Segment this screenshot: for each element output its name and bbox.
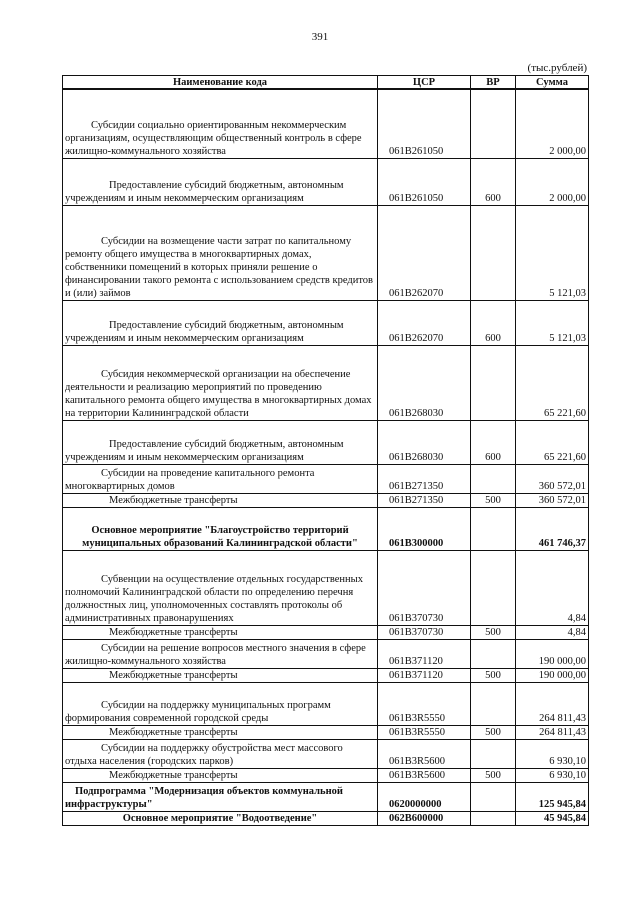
row-vr: 500 [471,493,516,507]
row-csr: 061B271350 [378,464,471,493]
table-row [63,668,589,682]
units-label: (тыс.рублей) [527,62,587,74]
row-sum: 360 572,01 [516,493,589,507]
table-row [63,625,589,639]
row-name: Основное мероприятие "Водоотведение" [63,811,378,825]
row-vr: 600 [471,158,516,205]
row-vr: 500 [471,668,516,682]
row-sum: 461 746,37 [516,507,589,550]
header-sum: Сумма [516,76,589,90]
row-name: Межбюджетные трансферты [63,625,378,639]
row-sum: 360 572,01 [516,464,589,493]
table-row [63,345,589,420]
header-csr: ЦСР [378,76,471,90]
row-sum: 190 000,00 [516,639,589,668]
page-number: 391 [311,31,329,43]
row-vr [471,345,516,420]
row-name: Межбюджетные трансферты [63,768,378,782]
row-sum: 2 000,00 [516,158,589,205]
row-name: Предоставление субсидий бюджетным, автономным учреждениям и иным некоммерческим организациям [63,158,378,205]
row-name: Подпрограмма "Модернизация объектов коммунальной инфраструктуры" [63,782,378,811]
table-row [63,782,589,811]
row-name: Предоставление субсидий бюджетным, автономным учреждениям и иным некоммерческим организациям [63,420,378,464]
table-row [63,507,589,550]
row-csr: 061B371120 [378,639,471,668]
row-vr: 500 [471,625,516,639]
table-row [63,300,589,345]
table-row [63,725,589,739]
row-csr: 061B261050 [378,89,471,158]
table-row [63,811,589,825]
row-csr: 061B271350 [378,493,471,507]
table-row [63,639,589,668]
table-row [63,739,589,768]
row-csr: 061B300000 [378,507,471,550]
row-vr [471,811,516,825]
row-vr [471,464,516,493]
row-sum: 65 221,60 [516,345,589,420]
header-vr: ВР [471,76,516,90]
budget-table [62,75,589,826]
row-sum: 4,84 [516,625,589,639]
row-csr: 061B3R5550 [378,682,471,725]
row-vr [471,507,516,550]
row-csr: 061B3R5600 [378,739,471,768]
row-csr: 061B371120 [378,668,471,682]
row-name: Субсидии социально ориентированным некоммерческим организациям, осуществляющим общественный контроль в сфере жилищно-коммунального хозяйства [63,89,378,158]
row-vr [471,550,516,625]
row-vr: 600 [471,420,516,464]
row-sum: 65 221,60 [516,420,589,464]
row-name: Предоставление субсидий бюджетным, автономным учреждениям и иным некоммерческим организациям [63,300,378,345]
row-vr [471,89,516,158]
row-name: Межбюджетные трансферты [63,493,378,507]
row-vr: 500 [471,725,516,739]
row-sum: 5 121,03 [516,205,589,300]
row-vr [471,682,516,725]
row-name: Субсидии на возмещение части затрат по капитальному ремонту общего имущества в многоквартирных домах, собственники помещений в которых приняли решение о финансировании такого ремонта с использованием средств кредитов и (или) займов [63,205,378,300]
row-csr: 061B268030 [378,345,471,420]
row-sum: 2 000,00 [516,89,589,158]
row-sum: 6 930,10 [516,768,589,782]
row-name: Субсидии на поддержку муниципальных программ формирования современной городской среды [63,682,378,725]
row-csr: 061B370730 [378,625,471,639]
row-sum: 264 811,43 [516,725,589,739]
row-sum: 45 945,84 [516,811,589,825]
row-csr: 061B261050 [378,158,471,205]
row-sum: 4,84 [516,550,589,625]
row-vr [471,639,516,668]
row-name: Субсидия некоммерческой организации на обеспечение деятельности и реализацию мероприятий по проведению капитального ремонта общего имущества в многоквартирных домах на территории Калининградской области [63,345,378,420]
row-vr: 500 [471,768,516,782]
table-row [63,420,589,464]
row-vr: 600 [471,300,516,345]
row-csr: 0620000000 [378,782,471,811]
row-name: Субсидии на проведение капитального ремонта многоквартирных домов [63,464,378,493]
row-vr [471,205,516,300]
row-sum: 125 945,84 [516,782,589,811]
row-name: Основное мероприятие "Благоустройство территорий муниципальных образований Калининградской области" [63,507,378,550]
table-row [63,205,589,300]
row-csr: 061B370730 [378,550,471,625]
row-vr [471,739,516,768]
table-row [63,550,589,625]
row-name: Субвенции на осуществление отдельных государственных полномочий Калининградской области по определению перечня должностных лиц, уполномоченных составлять протоколы об административных правонарушениях [63,550,378,625]
row-csr: 061B3R5600 [378,768,471,782]
row-sum: 190 000,00 [516,668,589,682]
row-csr: 062B600000 [378,811,471,825]
table-row [63,493,589,507]
row-csr: 061B262070 [378,300,471,345]
table-row [63,89,589,158]
row-csr: 061B3R5550 [378,725,471,739]
header-name: Наименование кода [63,76,378,90]
row-sum: 6 930,10 [516,739,589,768]
row-name: Субсидии на поддержку обустройства мест массового отдыха населения (городских парков) [63,739,378,768]
table-row [63,768,589,782]
row-csr: 061B268030 [378,420,471,464]
table-row [63,464,589,493]
row-name: Межбюджетные трансферты [63,668,378,682]
table-row [63,682,589,725]
table-row [63,158,589,205]
row-sum: 264 811,43 [516,682,589,725]
row-name: Межбюджетные трансферты [63,725,378,739]
row-csr: 061B262070 [378,205,471,300]
row-sum: 5 121,03 [516,300,589,345]
row-name: Субсидии на решение вопросов местного значения в сфере жилищно-коммунального хозяйства [63,639,378,668]
row-vr [471,782,516,811]
table-header-row [63,76,589,90]
